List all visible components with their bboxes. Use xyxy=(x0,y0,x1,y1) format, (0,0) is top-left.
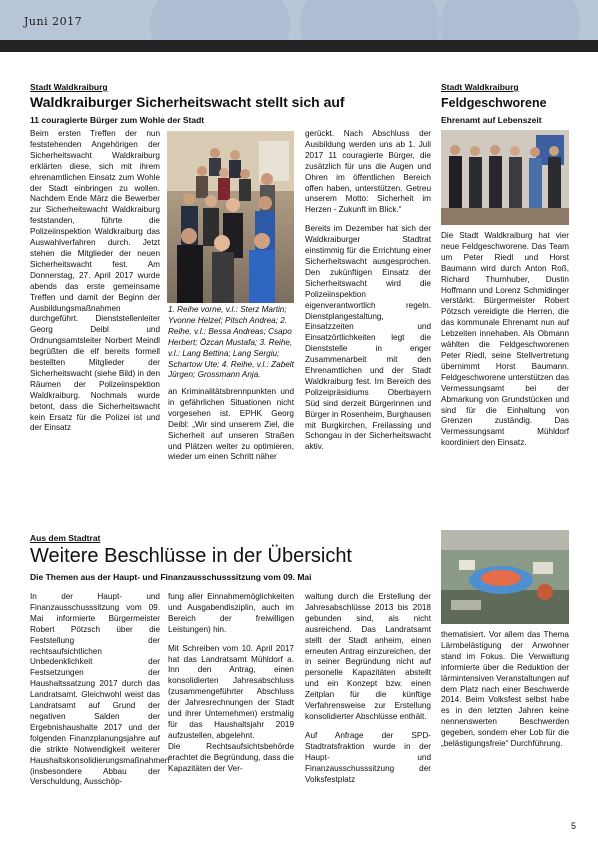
article1-col3-paragraph: gerückt. Nach Abschluss der Ausbildung werden uns ab 1. Juli 2017 11 couragierte Bürger, die zusätzlich für uns die Augen und Ohren im öffentlichen Bereich offen haben, unterstützen. Getreu unserem Motto: Sicherheit im Herzen - Zukunft im Blick.“ xyxy=(305,129,431,215)
group-photo-caption: 1. Reihe vorne, v.l.: Sterz Martin; Yvonne Helzel; Pitsch Andrea; 2. Reihe, v.l.: Bessa Andreas; Csapo Herbert; Özcan Mustafa; 3. Reihe, v.l.: Lang Bettina; Lang Sergiu; Schartow Ute; 4. Reihe, v.l.: Zabelt Jürgen; Grossmann Anja. xyxy=(168,305,294,380)
volksfest-photo xyxy=(441,530,569,624)
article1-col1: Beim ersten Treffen der nun feststehenden Angehörigen der Sicherheitswacht Waldkraiburg erklärten diese, sich mit ihrem ehrenamtlichen Einsatz zum Wohle der Stadt einbringen zu wollen. Nachdem Ende März die Bewerber zur Sicherheitswacht Waldkraiburg feststanden, führte die Polizeiinspektion Waldkraiburg das Auswahlverfahren durch. Jetzt stehen die Mitglieder der neuen Sicherheitswacht fest. Am Donnerstag, 27. April 2017 wurde abends das erste gemeinsame Treffen und damit der Beginn der Ausbildungsmaßnahmen durchgeführt. Dienststellenleiter Georg Deibl und Ordnungsamtsleiter Norbert Meindl begrüßten die elf bereits formell bestellten Mitglieder der Sicherheitswacht (siehe Bild) in den Räumen der Polizeiinspektion Waldkraiburg. Nochmals wurde betont, dass die Sicherheitswacht kein Ersatz für die Polizei ist und der Einsatz xyxy=(30,129,160,433)
article3-col2 xyxy=(168,592,294,775)
article2-kicker: Stadt Waldkraiburg xyxy=(441,82,519,92)
article1-kicker: Stadt Waldkraiburg xyxy=(30,82,108,92)
article3-col2-paragraph: Mit Schreiben vom 10. April 2017 hat das Landratsamt Mühldorf a. Inn den Antrag, einen konsolidierten Jahresabschluss (zusammengeführter Abschluss der Jahresrechnungen der Stadt und ihrer Unternehmen) erstmalig für das Haushaltsjahr 2019 aufzustellen, abgelehnt. xyxy=(168,643,294,740)
article2-headline: Feldgeschworene xyxy=(441,96,547,110)
group-photo xyxy=(167,131,294,303)
article3-col2-paragraph: fung aller Einnahmemöglichkeiten und Ausgabendisziplin, auch im Bereich der freiwilligen Leistungen) hin. xyxy=(168,592,294,634)
article3-subheadline: Die Themen aus der Haupt- und Finanzausschusssitzung vom 09. Mai xyxy=(30,572,312,582)
article1-col2: an Kriminalitätsbrennpunkten und in gefährlichen Situationen nicht vorgesehen ist. EPHK Georg Deibl: „Wir sind unserem Ziel, die Sicherheit auf unseren Straßen und Plätzen weiter zu optimieren, wieder um einen Schritt näher xyxy=(168,387,294,462)
feldgeschworene-photo-illustration xyxy=(441,130,569,225)
article3-col4: thematisiert. Vor allem das Thema Lärmbelästigung der Anwohner stand im Fokus. Die Verwaltung informierte über die Reduktion der lärmintensiven Veranstaltungen auf dem Platz nach einer Beschwerde 2014. Beim Volksfest selbst habe es in den letzten Jahren keine nennenswerten Beschwerden gegeben, sondern eher Lob für die „belästigungsfreie“ Durchführung. xyxy=(441,630,569,749)
article3-col1: In der Haupt- und Finanzausschusssitzung vom 09. Mai informierte Bürgermeister Robert Pötzsch über die Feststellung der rechtsaufsichtlichen Unbedenklichkeit der Festsetzungen der Haushaltssatzung 2017 durch das Landratsamt. Gleichwohl weist das Landratsamt auf Grund der negativen Salden der Ergebnishaushalte 2017 und der folgenden Finanzplanungsjahre auf die strikte Notwendigkeit weiterer Haushaltskonsolidierungsmaßnahmen (insbesondere Abbau der Verschuldung, Ausschöp- xyxy=(30,592,170,787)
article2-subheadline: Ehrenamt auf Lebenszeit xyxy=(441,115,542,125)
page-number: 5 xyxy=(570,821,576,831)
issue-date: Juni 2017 xyxy=(24,15,83,28)
article1-headline: Waldkraiburger Sicherheitswacht stellt sich auf xyxy=(30,94,345,110)
article3-headline: Weitere Beschlüsse in der Übersicht xyxy=(30,545,352,567)
page-header xyxy=(0,0,598,52)
article3-col2-paragraph: Die Rechtsaufsichtsbehörde erachtet die Begründung, dass die Kapazitäten der Ver- xyxy=(168,741,294,773)
article2-body: Die Stadt Waldkraiburg hat vier neue Feldgeschworene. Das Team um Peter Riedl und Horst Baumann wird durch Anton Roß, Richard Thurnhuber, Dustin Hoffmann und Lorenz Schmidinger verstärkt. Bürgermeister Robert Pötzsch vereidigte die Herren, die das kommunale Ehrenamt nun auf Lebzeiten innehaben. Als Obmann wählten die Feldgeschworenen Peter Riedl, seine Stellvertretung übernimmt Horst Baumann. Feldgeschworene unterstützen das Vermessungsamt bei der Abmarkung von Grundstücken und sind für die Einhaltung von Grenzen zuständig. Das Vermessungsamt Mühldorf koordiniert den Einsatz. xyxy=(441,231,569,448)
article1-col3-paragraph: Bereits im Dezember hat sich der Waldkraiburger Stadtrat einstimmig für die Errichtung einer Sicherheitswacht ausgesprochen. Den zukünftigen Einsatz der Sicherheitswacht wird die Polizeiinspektion eigenverantwortlich regeln. Dienstplangestaltung, Einsatzzeiten und Einsatzörtlichkeiten legt die Dienststelle in enger Zusammenarbeit mit den Ehrenamtlichen und der Stadt Waldkraiburg fest. Im Bereich des Polizeipräsidiums Oberbayern Süd sind derzeit Bürgerinnen und Bürger in Rosenheim, Burghausen mit Burgkirchen, Freilassing und Schongau in der Sicherheitswacht aktiv. xyxy=(305,224,431,452)
feldgeschworene-photo xyxy=(441,130,569,225)
article3-col3-paragraph: waltung durch die Erstellung der Jahresabschlüsse 2013 bis 2018 gebunden sind, als nicht ausreichend. Das Landratsamt stellt der Stadt anheim, einen erneuten Antrag einzureichen, der in seiner Begründung nicht auf personelle Kapazitäten abstellt und ein Konzept bzw. einen Zeitplan für die künftige Verfahrensweise zur Erstellung konsolidierter Abschlüsse enthält. xyxy=(305,592,431,721)
article1-subheadline: 11 couragierte Bürger zum Wohle der Stadt xyxy=(30,115,205,125)
group-photo-illustration xyxy=(167,131,294,303)
article3-col3 xyxy=(305,592,431,785)
article3-col3-paragraph: Auf Anfrage der SPD-Stadtratsfraktion wurde in der Haupt- und Finanzausschusssitzung der Volksfestplatz xyxy=(305,730,431,784)
article3-kicker: Aus dem Stadtrat xyxy=(30,533,101,543)
volksfest-photo-illustration xyxy=(441,530,569,624)
header-band xyxy=(0,40,598,52)
article1-col3 xyxy=(305,129,431,453)
